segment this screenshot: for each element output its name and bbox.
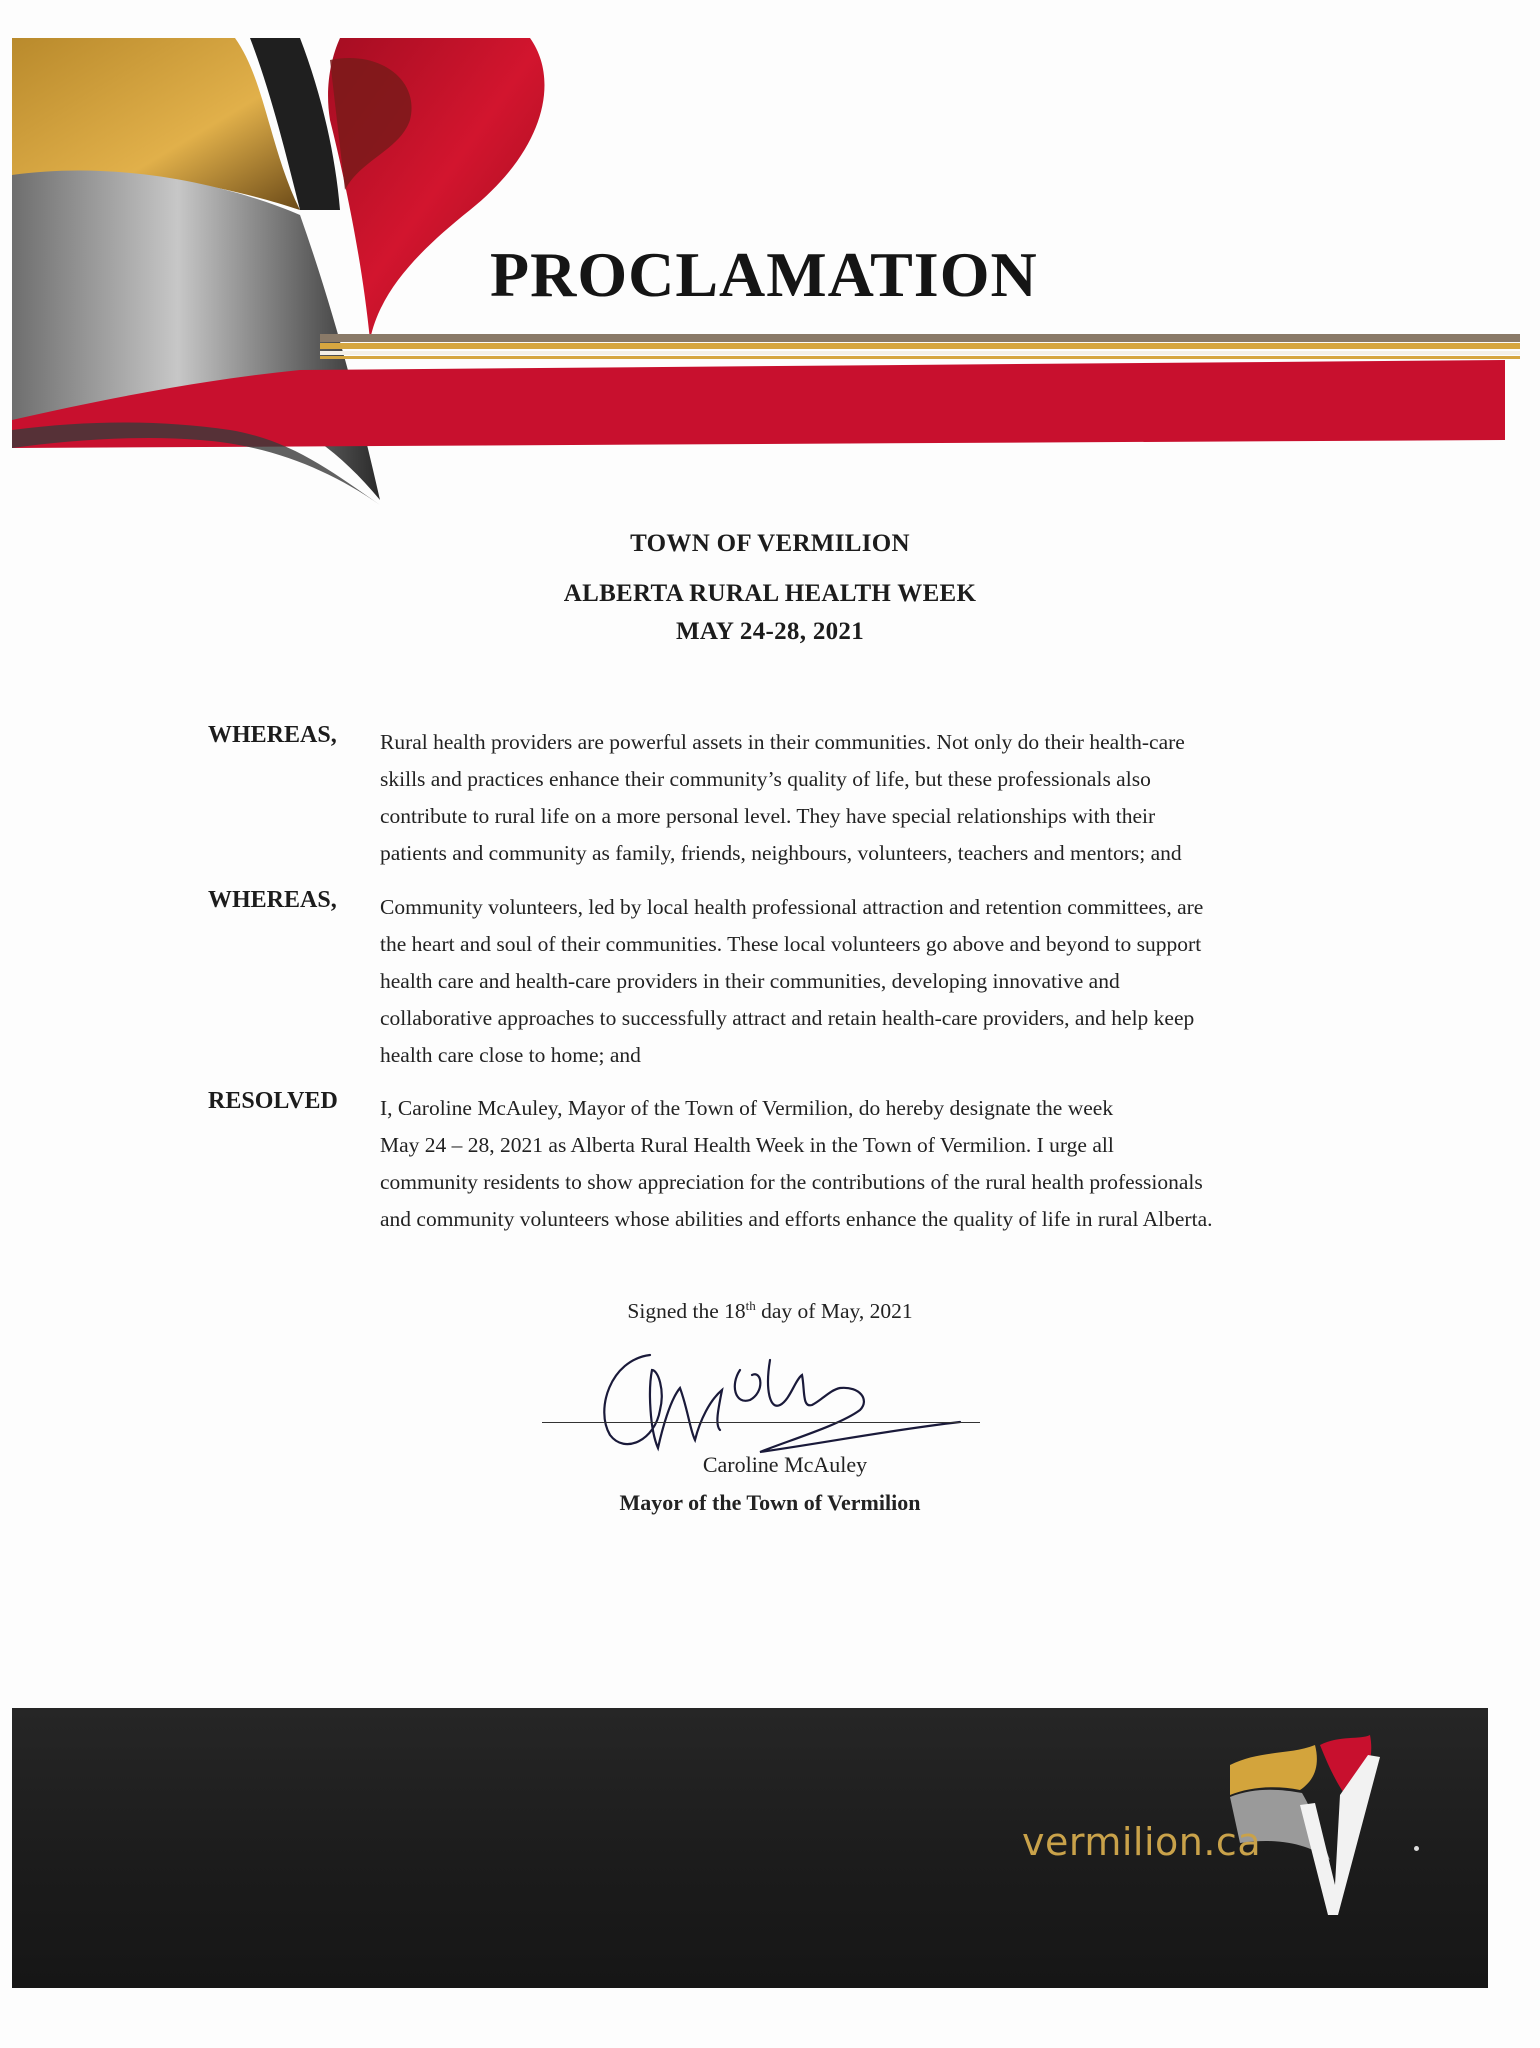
signer-title: Mayor of the Town of Vermilion <box>619 1490 921 1515</box>
event-dates: MAY 24-28, 2021 <box>675 618 865 645</box>
clause-label: WHEREAS, <box>208 722 337 748</box>
clause-line: health care and health-care providers in their communities, developing innovative and <box>380 969 1120 993</box>
clause-line: I, Caroline McAuley, Mayor of the Town of Vermilion, do hereby designate the week <box>380 1096 1114 1120</box>
signed-date-line <box>0 1298 1540 1324</box>
footer-website-link[interactable]: vermilion.ca <box>1022 1820 1262 1864</box>
signature-line <box>542 1422 980 1423</box>
clause-line: and community volunteers whose abilities and efforts enhance the quality of life in rural Alberta. <box>380 1207 1213 1231</box>
clause-text <box>380 724 1320 872</box>
footer-dot <box>1414 1846 1419 1851</box>
header-banner <box>0 0 1540 520</box>
event-heading: ALBERTA RURAL HEALTH WEEK <box>563 580 977 607</box>
signed-suffix: day of May, 2021 <box>755 1299 913 1324</box>
clause-line: patients and community as family, friends, neighbours, volunteers, teachers and mentors; and <box>380 841 1182 865</box>
clause-label: RESOLVED <box>208 1088 338 1114</box>
clause-line: contribute to rural life on a more personal level. They have special relationships with their <box>380 804 1156 828</box>
clause-line: May 24 – 28, 2021 as Alberta Rural Health Week in the Town of Vermilion. I urge all <box>380 1133 1114 1157</box>
signer-name: Caroline McAuley <box>702 1452 868 1477</box>
clause-line: collaborative approaches to successfully attract and retain health-care providers, and help keep <box>380 1006 1195 1030</box>
clause-line: Rural health providers are powerful assets in their communities. Not only do their health-care <box>380 730 1185 754</box>
clause-text <box>380 889 1320 1074</box>
signed-prefix: Signed the 18 <box>627 1299 746 1324</box>
clause-line: community residents to show appreciation for the contributions of the rural health professionals <box>380 1170 1203 1194</box>
document-title: PROCLAMATION <box>490 239 1038 310</box>
clause-line: Community volunteers, led by local health professional attraction and retention committees, are <box>380 895 1204 919</box>
clause-line: the heart and soul of their communities. These local volunteers go above and beyond to support <box>380 932 1202 956</box>
clause-line: health care close to home; and <box>380 1043 641 1067</box>
municipality-heading: TOWN OF VERMILION <box>630 530 910 557</box>
clause-text <box>380 1090 1320 1238</box>
clause-label: WHEREAS, <box>208 887 337 913</box>
clause-line: skills and practices enhance their community’s quality of life, but these professionals also <box>380 767 1151 791</box>
signed-ordinal: th <box>745 1298 756 1313</box>
